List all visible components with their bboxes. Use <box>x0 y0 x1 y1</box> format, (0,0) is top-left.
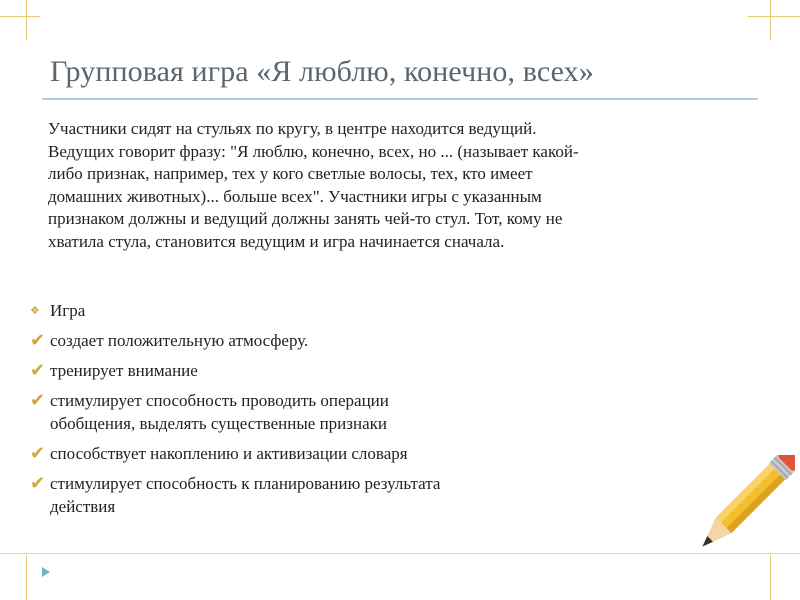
list-item <box>30 390 590 435</box>
next-arrow-icon[interactable] <box>41 566 51 578</box>
list-item <box>30 300 590 323</box>
intro-line: признаком должны и ведущий должны занять чей-то стул. Тот, кому не <box>48 209 563 229</box>
checkmark-icon: ✔ <box>30 473 46 495</box>
list-item-text: стимулирует способность к планированию результата <box>50 474 441 494</box>
checkmark-icon: ✔ <box>30 330 46 352</box>
frame-line-top-right <box>748 16 800 17</box>
intro-line: Ведущих говорит фразу: "Я люблю, конечно, всех, но ... (называет какой- <box>48 141 579 161</box>
checkmark-icon: ✔ <box>30 390 46 412</box>
pencil-icon <box>680 455 795 570</box>
intro-paragraph <box>48 118 688 254</box>
list-item-text: стимулирует способность проводить операции <box>50 391 389 411</box>
intro-line: хватила стула, становится ведущим и игра начинается сначала. <box>48 231 505 251</box>
list-item-text: способствует накоплению и активизации словаря <box>50 443 408 463</box>
list-item-text: Игра <box>50 301 86 320</box>
frame-line-bottom-left <box>26 555 27 600</box>
list-item-text: действия <box>50 496 116 516</box>
list-item-text: создает положительную атмосферу. <box>50 331 309 351</box>
benefits-list <box>30 300 590 526</box>
list-item-text: тренирует внимание <box>50 361 198 381</box>
intro-line: домашних животных)... больше всех". Участники игры с указанным <box>48 186 542 206</box>
list-item <box>30 443 590 466</box>
title-divider <box>42 98 758 100</box>
list-item-text: обобщения, выделять существенные признаки <box>50 413 387 433</box>
checkmark-icon: ✔ <box>30 442 46 464</box>
frame-line-right <box>770 0 771 40</box>
list-item <box>30 473 590 518</box>
frame-line-left <box>26 0 27 40</box>
intro-line: Участники сидят на стульях по кругу, в центре находится ведущий. <box>48 119 537 138</box>
intro-line: либо признак, например, тех у кого светлые волосы, тех, кто имеет <box>48 164 533 184</box>
list-item <box>30 360 590 383</box>
diamond-bullet-icon: ❖ <box>30 305 40 317</box>
list-item <box>30 330 590 353</box>
frame-line-top-left <box>0 16 40 17</box>
slide-title: Групповая игра «Я люблю, конечно, всех» <box>50 55 594 88</box>
checkmark-icon: ✔ <box>30 360 46 382</box>
